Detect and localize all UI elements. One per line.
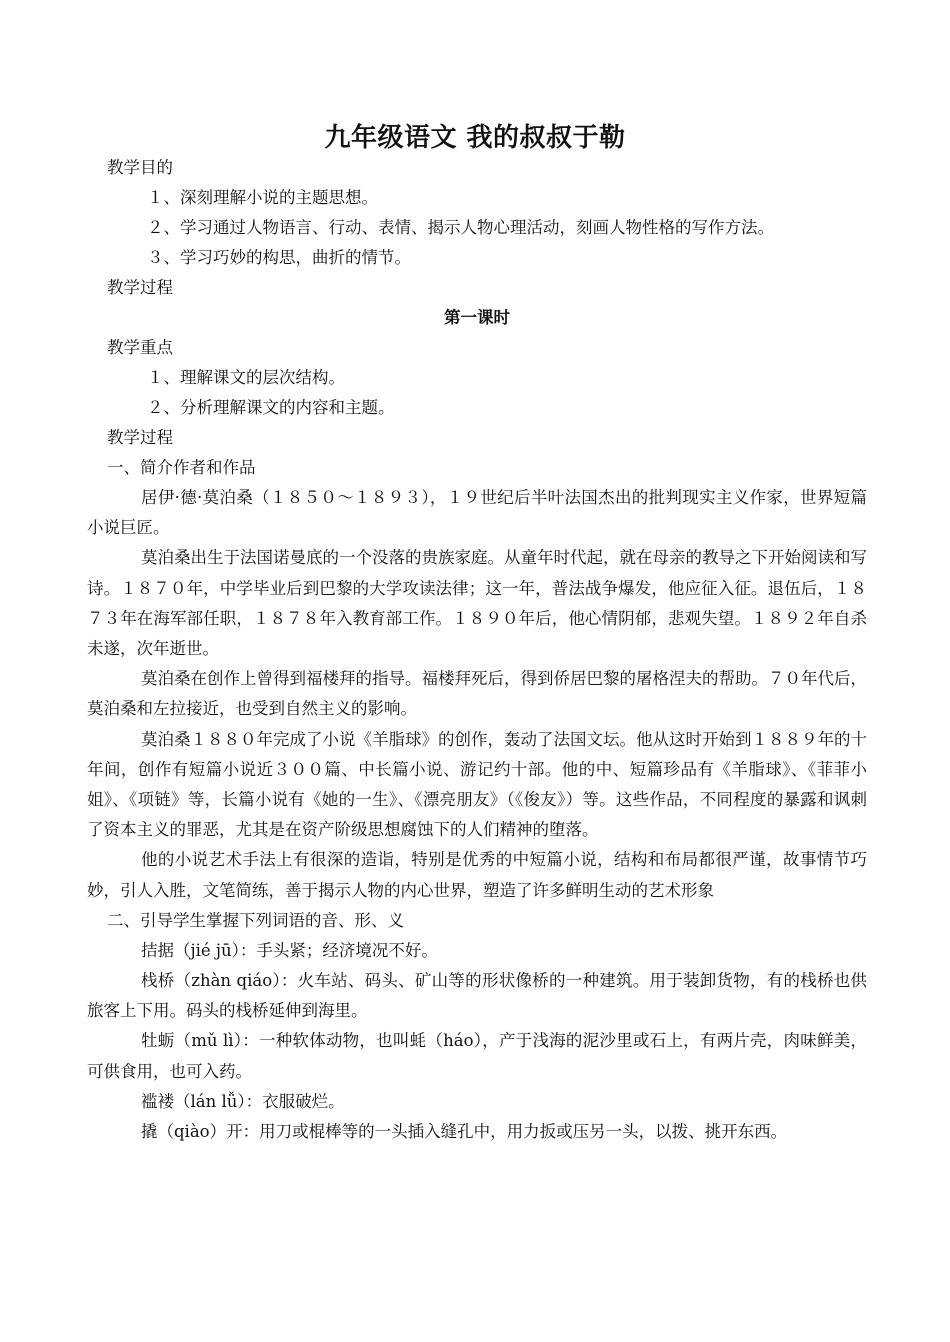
author-paragraph: 莫泊桑１８８０年完成了小说《羊脂球》的创作，轰动了法国文坛。他从这时开始到１８８９年的十年间，创作有短篇小说近３００篇、中长篇小说、游记约十部。他的中、短篇珍品有《羊脂球》、《菲菲小姐》、《项链》等，长篇小说有《她的一生》、《漂亮朋友》（《俊友》）等。这些作品，不同程度的暴露和讽刺了资本主义的罪恶，尤其是在资产阶级思想腐蚀下的人们精神的堕落。 (87, 729, 867, 840)
vocab-item: 撬（qiào）开：用刀或棍棒等的一头插入缝孔中，用力扳或压另一头，以拨、挑开东西。 (141, 1122, 788, 1142)
document-body (87, 153, 867, 1147)
author-paragraph: 莫泊桑出生于法国诺曼底的一个没落的贵族家庭。从童年时代起，就在母亲的教导之下开始阅读和写诗。１８７０年，中学毕业后到巴黎的大学攻读法律；这一年，普法战争爆发，他应征入征。退伍后，１８７３年在海军部任职，１８７８年入教育部工作。１８９０年后，他心情阴郁，悲观失望。１８９２年自杀未遂，次年逝世。 (87, 548, 867, 659)
author-paragraph: 居伊·德·莫泊桑（１８５０～１８９３），１９世纪后半叶法国杰出的批判现实主义作家，世界短篇小说巨匠。 (87, 488, 867, 538)
section-heading-process-2: 教学过程 (107, 428, 173, 447)
lesson-subtitle: 第一课时 (444, 308, 510, 327)
part1-heading: 一、简介作者和作品 (107, 458, 256, 477)
objective-item: ２、学习通过人物语言、行动、表情、揭示人物心理活动，刻画人物性格的写作方法。 (147, 218, 774, 237)
author-paragraph: 莫泊桑在创作上曾得到福楼拜的指导。福楼拜死后，得到侨居巴黎的屠格涅夫的帮助。７０年代后，莫泊桑和左拉接近，也受到自然主义的影响。 (87, 669, 867, 719)
section-heading-keypoints: 教学重点 (107, 338, 173, 357)
vocab-item: 拮据（jié jū）：手头紧；经济境况不好。 (141, 940, 438, 960)
vocab-item: 栈桥（zhàn qiáo）：火车站、码头、矿山等的形状像桥的一种建筑。用于装卸货物，有的栈桥也供旅客上下用。码头的栈桥延伸到海里。 (87, 971, 867, 1021)
section-heading-process: 教学过程 (107, 278, 173, 297)
author-paragraph: 他的小说艺术手法上有很深的造诣，特别是优秀的中短篇小说，结构和布局都很严谨，故事情节巧妙，引人入胜，文笔简练，善于揭示人物的内心世界，塑造了许多鲜明生动的艺术形象 (87, 850, 867, 900)
section-heading-objectives: 教学目的 (107, 158, 173, 177)
vocab-item: 褴褛（lán lǚ）：衣服破烂。 (141, 1091, 345, 1111)
keypoint-item: ２、分析理解课文的内容和主题。 (147, 398, 395, 417)
objective-item: １、深刻理解小说的主题思想。 (147, 188, 378, 207)
document-title: 九年级语文 我的叔叔于勒 (324, 123, 626, 153)
keypoint-item: １、理解课文的层次结构。 (147, 368, 345, 387)
part2-heading: 二、引导学生掌握下列词语的音、形、义 (107, 910, 404, 930)
objective-item: ３、学习巧妙的构思，曲折的情节。 (147, 248, 411, 267)
vocab-item: 牡蛎（mǔ lì）：一种软体动物，也叫蚝（háo），产于浅海的泥沙里或石上，有两片壳，肉味鲜美，可供食用，也可入药。 (87, 1031, 867, 1081)
